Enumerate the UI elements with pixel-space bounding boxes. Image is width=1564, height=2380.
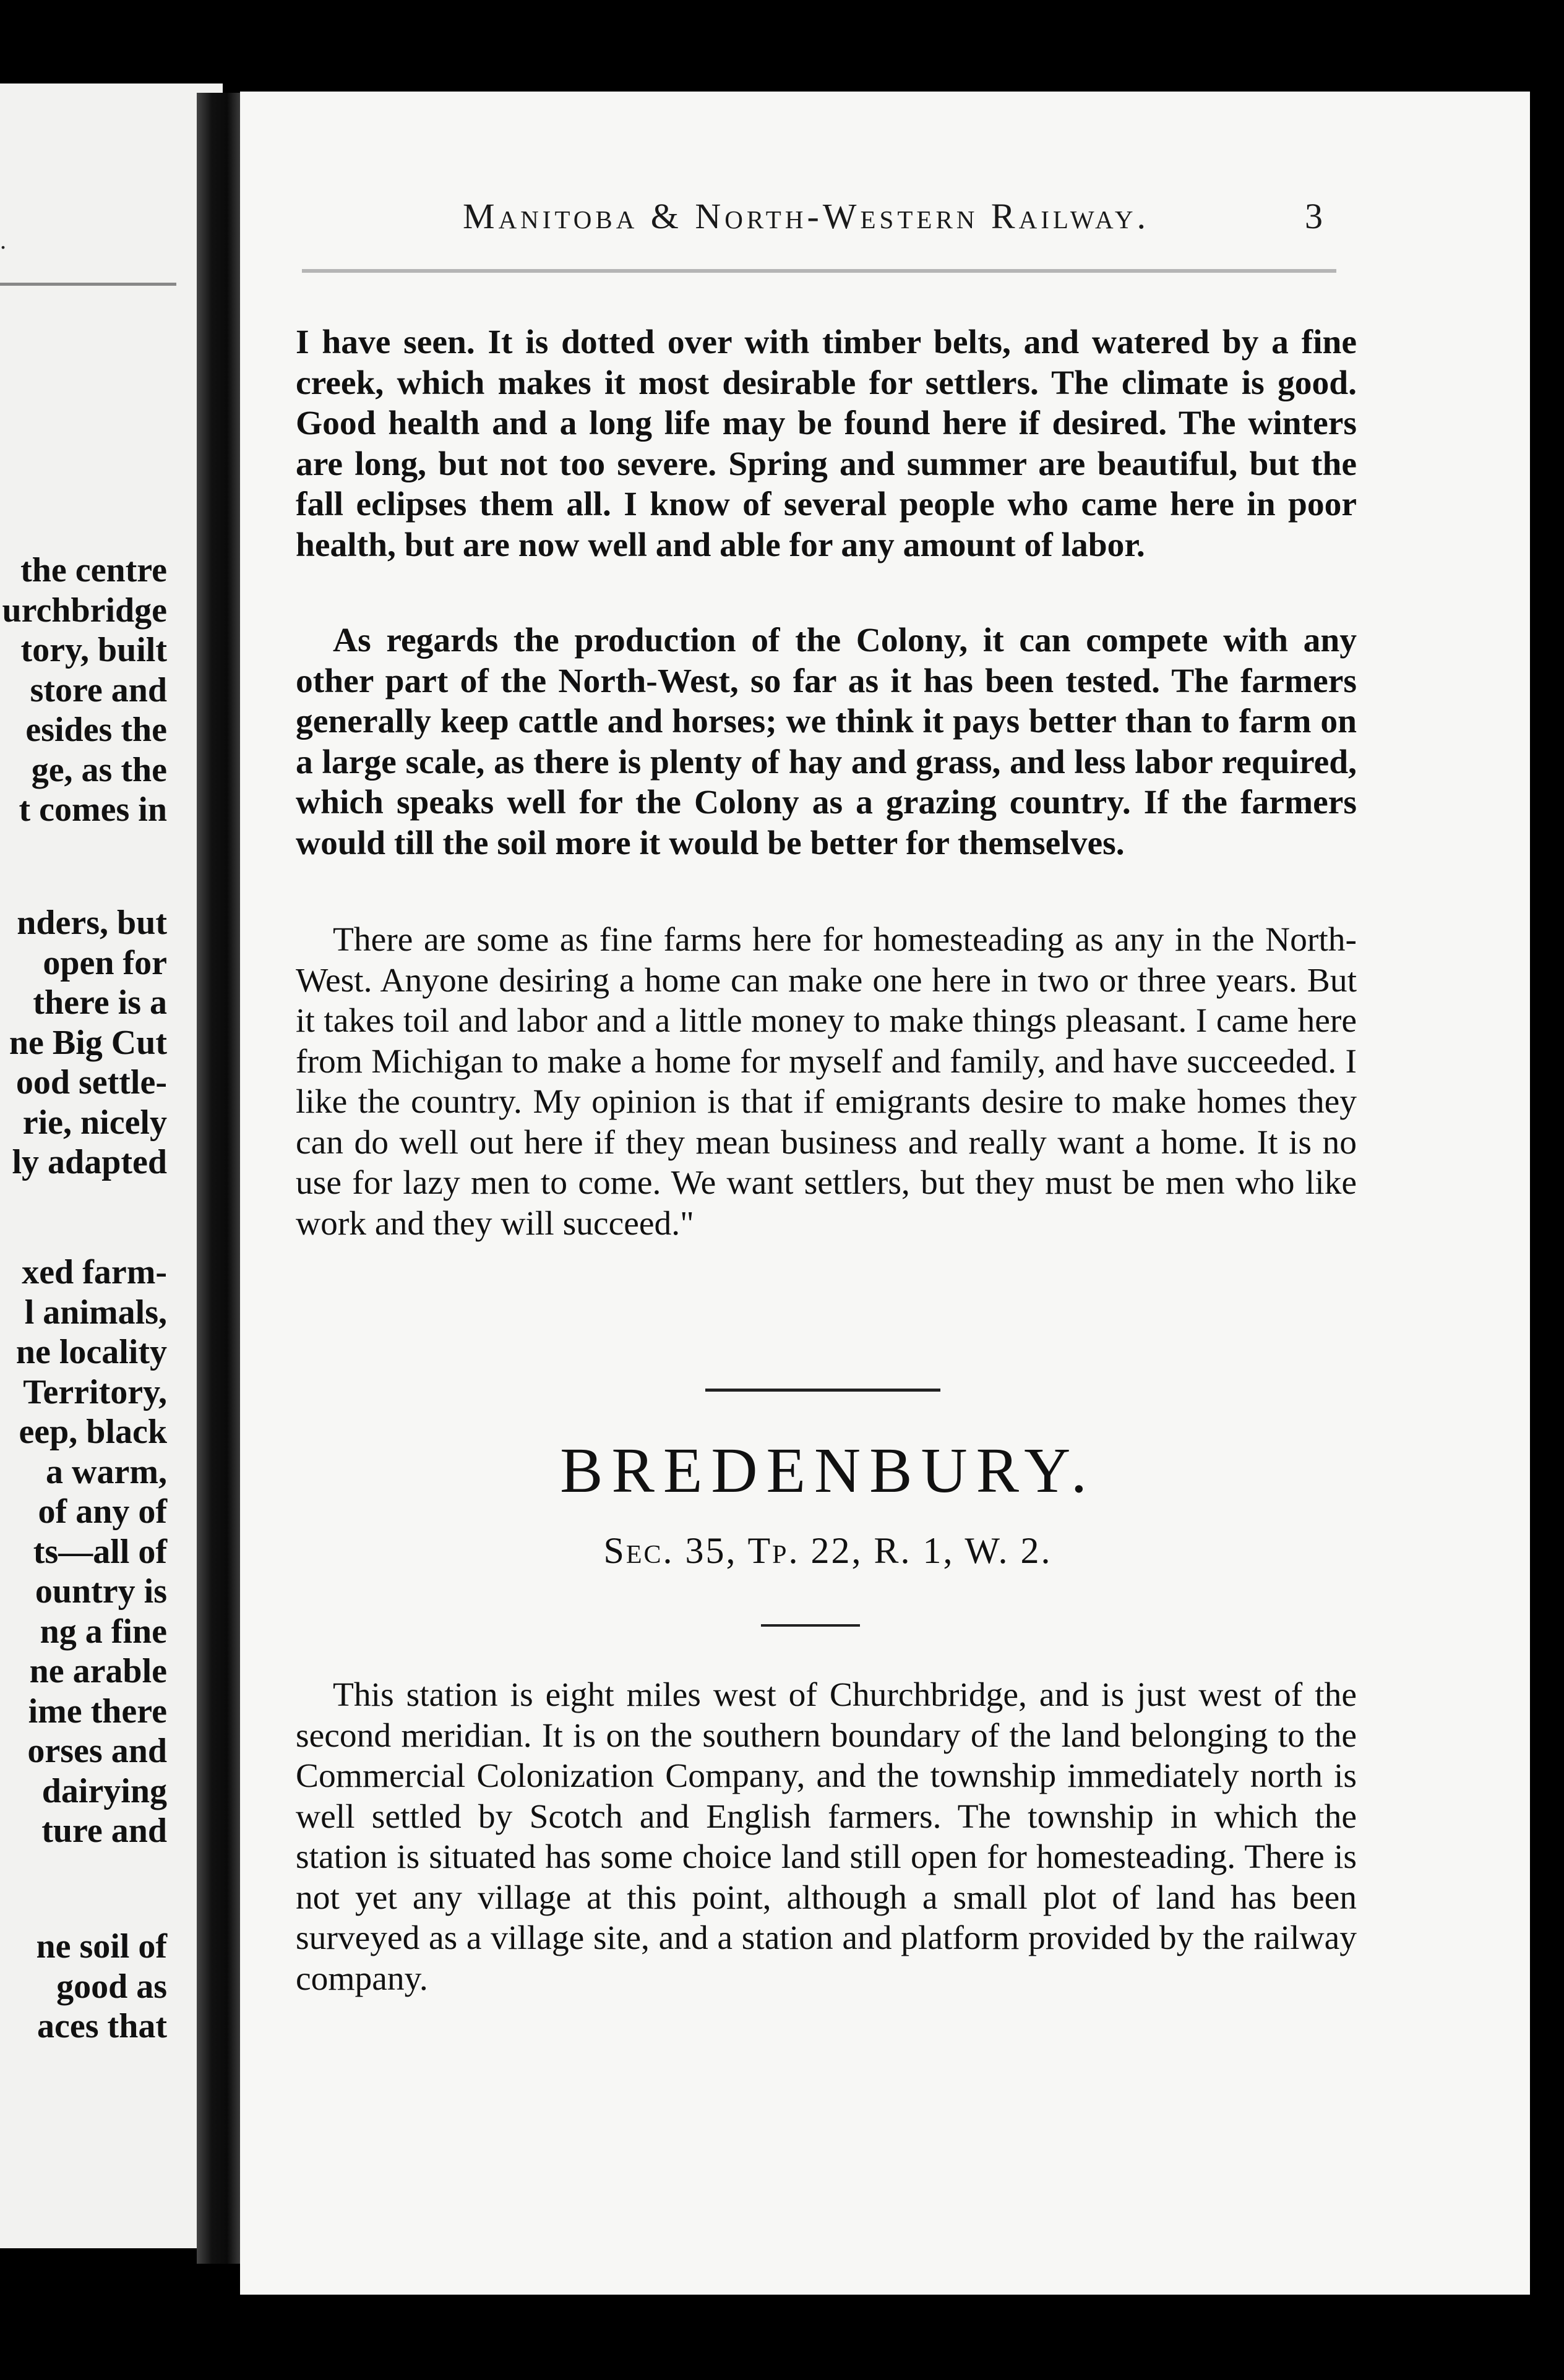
facing-page-line: ng a fine: [40, 1612, 167, 1651]
book-page: [240, 92, 1530, 2295]
facing-page-line: of any of: [38, 1492, 167, 1531]
facing-page-line: xed farm-: [22, 1253, 167, 1291]
facing-page-fragment-block-c: [16, 1252, 167, 1851]
facing-page-line: ture and: [41, 1812, 167, 1850]
facing-page-line: aces that: [37, 2007, 167, 2045]
paragraph-2: As regards the production of the Colony, it can compete with any other part of the North-West, so far as it has been tested. The farmers generally keep cattle and horses; we think it pays better than to farm on a large scale, as there is plenty of hay and grass, and less labor required, which speaks well for the Colony as a grazing country. If the farmers would till the soil more it would be better for themselves.: [296, 622, 1357, 862]
facing-page-line: urchbridge: [2, 591, 167, 630]
page-number: 3: [1305, 196, 1323, 236]
facing-page-line: ne Big Cut: [9, 1023, 167, 1062]
paragraph-4: This station is eight miles west of Churchbridge, and is just west of the second meridian. It is on the southern boundary of the land belonging to the Commercial Colonization Company, and the township immediately north is well settled by Scotch and English farmers. The township in which the station is situated has some choice land still open for homesteading. There is not yet any village at this point, although a small plot of land has been surveyed as a village site, and a station and platform provided by the railway company.: [296, 1676, 1357, 1998]
facing-page-line: open for: [43, 943, 167, 982]
facing-page-line: ne soil of: [36, 1927, 167, 1966]
facing-page-rule: [0, 283, 176, 286]
book-gutter: [197, 93, 240, 2264]
page-header: [463, 195, 1323, 245]
facing-page-line: ood settle-: [15, 1063, 167, 1102]
section-subtitle: Sec. 35, Tp. 22, R. 1, W. 2.: [603, 1530, 1052, 1571]
facing-page-line: ly adapted: [12, 1143, 167, 1181]
facing-page-fragment-block-b: [9, 903, 167, 1183]
facing-page-line: ge, as the: [31, 750, 167, 789]
facing-page-line: l animals,: [24, 1293, 167, 1332]
facing-page-line: eep, black: [19, 1413, 167, 1451]
facing-page-line: Territory,: [23, 1372, 167, 1411]
header-rule: [302, 269, 1336, 273]
facing-page-fragment-block-d: [36, 1927, 167, 2047]
facing-page-line: store and: [30, 670, 167, 709]
paragraph-1: I have seen. It is dotted over with timber belts, and watered by a fine creek, which makes it most desirable for settlers. The climate is good. Good health and a long life may be found here if desired. The winters are long, but not too severe. Spring and summer are beautiful, but the fall eclipses them all. I know of several people who came here in poor health, but are now well and able for any amount of labor.: [296, 323, 1357, 564]
facing-page-line: dairying: [41, 1771, 167, 1810]
ornament-rule-top: [705, 1389, 940, 1392]
facing-page-line: good as: [56, 1967, 167, 2006]
section-title: BREDENBURY.: [560, 1435, 1096, 1506]
facing-page-line: ountry is: [35, 1572, 167, 1611]
facing-page-line: rie, nicely: [22, 1103, 167, 1142]
facing-page: [0, 83, 223, 2248]
facing-page-line: a warm,: [46, 1452, 167, 1491]
facing-page-line: t comes in: [19, 790, 167, 829]
facing-page-line: tory, built: [20, 631, 167, 669]
facing-page-line: there is a: [33, 983, 167, 1022]
ornament-rule-bottom: [761, 1624, 860, 1627]
facing-page-line: ime there: [28, 1692, 167, 1731]
running-title: Manitoba & North-Western Railway.: [463, 196, 1149, 236]
facing-page-line: esides the: [25, 711, 167, 749]
paragraph-3: There are some as fine farms here for homesteading as any in the North-West. Anyone desiring a home can make one here in two or three years. But it takes toil and labor and a little money to make things pleasant. I came here from Michigan to make a home for myself and family, and have succeeded. I like the country. My opinion is that if emigrants desire to make homes they can do well out here if they mean business and really want a home. It is no use for lazy men to come. We want settlers, but they must be men who like work and they will succeed.": [296, 921, 1357, 1243]
facing-page-mark: .: [0, 226, 6, 254]
facing-page-line: orses and: [27, 1732, 167, 1770]
facing-page-line: the centre: [20, 551, 167, 589]
facing-page-line: ne arable: [29, 1652, 167, 1690]
facing-page-line: nders, but: [17, 904, 167, 942]
facing-page-fragment-block-a: [2, 550, 167, 830]
facing-page-line: ne locality: [15, 1333, 167, 1371]
facing-page-line: ts—all of: [33, 1532, 167, 1571]
